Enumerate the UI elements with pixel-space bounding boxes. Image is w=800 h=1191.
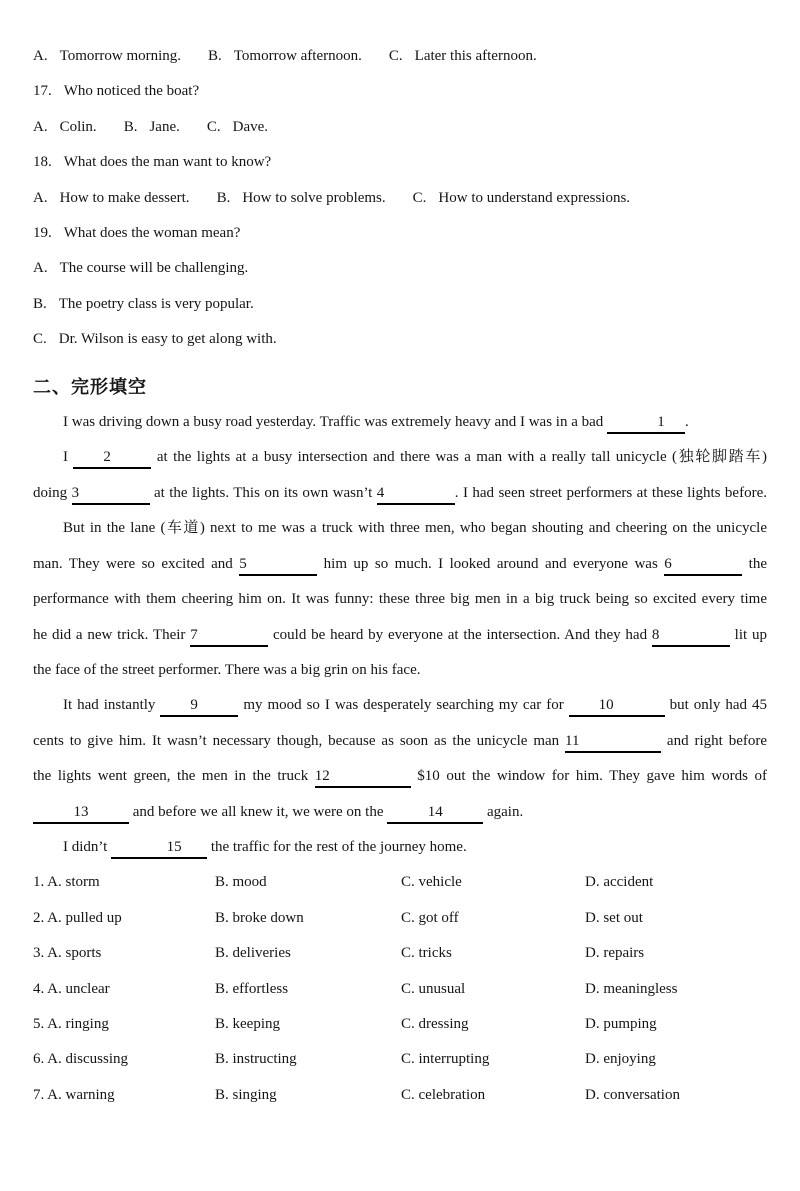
option-cell: B. deliveries <box>215 945 291 962</box>
passage-line: doing 3 at the lights. This on its own wasn’t 4 . I had seen street performers at these lights before. <box>33 476 767 511</box>
cloze-heading: 二、完形填空 <box>33 376 147 397</box>
blank-number: 9 <box>190 697 198 714</box>
option-cell: B. broke down <box>215 909 304 926</box>
option-cell: B. mood <box>215 874 267 891</box>
blank-underline <box>607 413 685 434</box>
option-cell: D. repairs <box>585 945 645 962</box>
blank-underline <box>190 626 268 647</box>
option-cell: C. tricks <box>401 945 452 962</box>
option-cell: 6. A. discussing <box>33 1051 129 1068</box>
blank-number: 8 <box>651 626 660 643</box>
blank-number: 13 <box>73 803 89 820</box>
passage-line: man. They were so excited and 5 him up so much. I looked around and everyone was 6 the <box>33 547 767 582</box>
option-row <box>33 1007 767 1042</box>
blank-underline <box>73 448 151 469</box>
option-letter: B. <box>123 118 138 135</box>
option-cell: B. effortless <box>215 980 289 997</box>
passage-line: cents to give him. It wasn’t necessary though, because as soon as the unicycle man 11 and right before <box>33 724 767 759</box>
blank-number: 4 <box>376 484 385 501</box>
question-text: What does the woman mean? <box>63 225 241 242</box>
cloze-options-table <box>33 865 767 1113</box>
question-number: 19. <box>33 225 52 242</box>
blank-underline <box>315 767 411 788</box>
passage-line: I 2 at the lights at a busy intersection and there was a man with a really tall unicycle (独轮脚踏车) <box>33 440 767 475</box>
blank-underline <box>111 838 207 859</box>
blank-underline <box>387 803 483 824</box>
question-number: 18. <box>33 154 52 171</box>
option-letter: C. <box>206 118 221 135</box>
option-cell: D. pumping <box>585 1015 657 1032</box>
options-line <box>33 322 767 357</box>
option-letter: C. <box>388 48 403 64</box>
option-letter: A. <box>33 48 48 64</box>
option-text: The course will be challenging. <box>59 260 249 277</box>
blank-underline <box>569 696 665 717</box>
option-cell: B. instructing <box>215 1051 297 1068</box>
blank-number: 6 <box>664 555 672 572</box>
blank-underline <box>72 484 150 505</box>
option-cell: C. vehicle <box>401 874 462 891</box>
blank-underline <box>239 555 317 576</box>
option-item <box>33 119 97 135</box>
options-line <box>33 251 767 286</box>
question-text: Who noticed the boat? <box>63 83 200 100</box>
option-item <box>389 48 537 64</box>
question-line <box>33 145 767 180</box>
question-number: 17. <box>33 83 52 100</box>
option-text: Dr. Wilson is easy to get along with. <box>58 331 277 348</box>
blank-underline <box>565 732 661 753</box>
option-item <box>33 260 248 276</box>
option-text: Colin. <box>59 118 97 135</box>
option-item <box>217 190 386 206</box>
option-item <box>124 119 180 135</box>
blank-underline <box>377 484 455 505</box>
option-row <box>33 901 767 936</box>
option-row <box>33 936 767 971</box>
options-line <box>33 110 767 145</box>
passage-line: the face of the street performer. There was a big grin on his face. <box>33 661 421 678</box>
passage-line: I was driving down a busy road yesterday. Traffic was extremely heavy and I was in a bad 1 . <box>33 405 767 440</box>
option-text: Tomorrow afternoon. <box>233 48 362 64</box>
option-cell: D. enjoying <box>585 1051 656 1068</box>
option-cell: C. celebration <box>401 1086 486 1103</box>
option-letter: C. <box>412 189 427 206</box>
option-letter: B. <box>208 48 222 64</box>
passage-line: the lights went green, the men in the truck 12 $10 out the window for him. They gave him words of <box>33 759 767 794</box>
option-cell: C. interrupting <box>401 1051 490 1068</box>
passage-line: 13 and before we all knew it, we were on the 14 again. <box>33 795 767 830</box>
blank-number: 12 <box>314 768 330 785</box>
passage-line: But in the lane (车道) next to me was a truck with three men, who began shouting and cheering on the unicycle <box>63 520 767 537</box>
option-row <box>33 1078 767 1113</box>
blank-number: 14 <box>427 803 443 820</box>
option-letter: B. <box>33 295 47 312</box>
cloze-passage <box>33 405 767 865</box>
options-line <box>33 181 767 216</box>
option-text: Tomorrow morning. <box>59 48 182 64</box>
option-item <box>413 190 630 206</box>
blank-number: 1 <box>657 414 665 431</box>
options-line <box>33 39 767 74</box>
blank-underline <box>33 803 129 824</box>
options-line <box>33 287 767 322</box>
blank-number: 5 <box>239 555 247 572</box>
option-item <box>33 48 181 64</box>
option-text: Dave. <box>232 118 269 135</box>
question-text: What does the man want to know? <box>63 154 272 171</box>
option-text: How to solve problems. <box>242 189 386 206</box>
blank-number: 7 <box>190 626 198 643</box>
option-text: Jane. <box>149 118 180 135</box>
listening-section <box>33 39 767 358</box>
option-letter: A. <box>33 118 48 135</box>
option-row <box>33 865 767 900</box>
option-row <box>33 1042 767 1077</box>
option-letter: A. <box>33 189 48 206</box>
option-item <box>207 119 268 135</box>
option-cell: C. got off <box>401 909 459 926</box>
option-text: How to understand expressions. <box>438 189 631 206</box>
passage-line: I didn’t 15 the traffic for the rest of the journey home. <box>33 830 767 865</box>
option-item <box>33 296 254 312</box>
option-row <box>33 972 767 1007</box>
option-cell: 1. A. storm <box>33 874 100 891</box>
option-text: Later this afternoon. <box>414 48 537 64</box>
blank-underline <box>652 626 730 647</box>
option-cell: 7. A. warning <box>33 1086 115 1103</box>
option-text: How to make dessert. <box>59 189 190 206</box>
question-line <box>33 216 767 251</box>
blank-number: 11 <box>565 732 580 749</box>
option-cell: C. unusual <box>401 980 466 997</box>
passage-line: he did a new trick. Their 7 could be heard by everyone at the intersection. And they had 8 lit up <box>33 618 767 653</box>
option-cell: D. accident <box>585 874 654 891</box>
blank-number: 3 <box>71 484 80 501</box>
option-cell: 4. A. unclear <box>33 980 110 997</box>
option-cell: B. keeping <box>215 1015 280 1032</box>
option-cell: 2. A. pulled up <box>33 909 122 926</box>
question-line <box>33 74 767 109</box>
blank-underline <box>664 555 742 576</box>
blank-underline <box>160 696 238 717</box>
option-text: The poetry class is very popular. <box>58 295 254 312</box>
option-cell: C. dressing <box>401 1015 469 1032</box>
option-cell: 3. A. sports <box>33 945 102 962</box>
option-item <box>33 331 277 347</box>
option-cell: 5. A. ringing <box>33 1015 109 1032</box>
option-cell: D. meaningless <box>585 980 678 997</box>
option-letter: C. <box>33 331 47 348</box>
blank-number: 15 <box>166 838 182 855</box>
option-cell: B. singing <box>215 1086 277 1103</box>
option-letter: B. <box>216 189 231 206</box>
option-item <box>33 190 190 206</box>
blank-number: 2 <box>103 449 111 466</box>
passage-line: It had instantly 9 my mood so I was desperately searching my car for 10 but only had 45 <box>33 688 767 723</box>
blank-number: 10 <box>598 697 614 714</box>
option-cell: D. set out <box>585 909 643 926</box>
option-letter: A. <box>33 260 48 277</box>
passage-line: performance with them cheering him on. It was funny: these three big men in a big truck being so excited every time <box>33 591 767 608</box>
option-cell: D. conversation <box>585 1086 680 1103</box>
option-item <box>208 48 362 64</box>
